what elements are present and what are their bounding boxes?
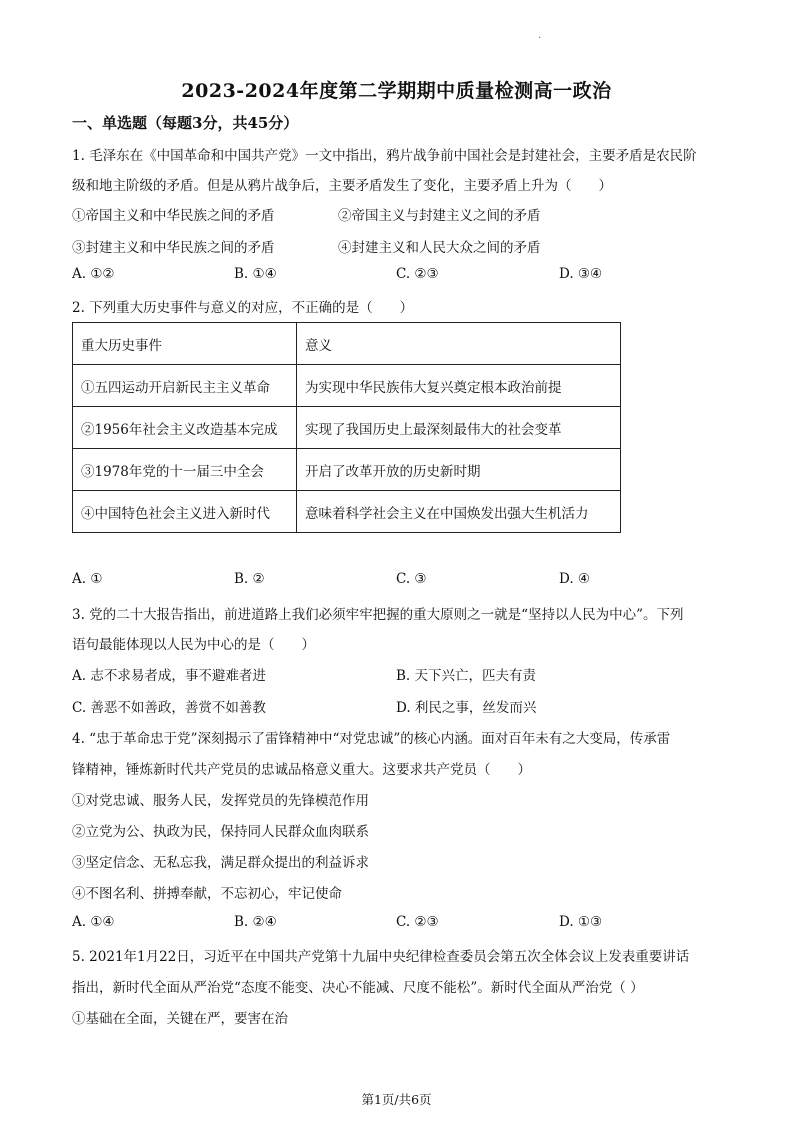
page-title: 2023-2024年度第二学期期中质量检测高一政治	[181, 80, 612, 102]
q4-item: ①对党忠诚、服务人民，发挥党员的先锋模范作用	[72, 793, 369, 809]
q4-stem-line-1: 4. “忠于革命忠于党”深刻揭示了雷锋精神中“对党忠诚”的核心内涵。面对百年未有之大变局，传承雷	[72, 731, 671, 747]
table-cell-meaning: 开启了改革开放的历史新时期	[297, 449, 621, 491]
table-cell-meaning: 意味着科学社会主义在中国焕发出强大生机活力	[297, 491, 621, 533]
table-row	[73, 407, 621, 449]
q2-option-c[interactable]: C. ③	[396, 571, 427, 587]
q4-option-a[interactable]: A. ①④	[72, 914, 115, 930]
corner-mark: .	[538, 30, 542, 41]
q2-option-d[interactable]: D. ④	[559, 571, 591, 587]
q1-option-a[interactable]: A. ①②	[72, 266, 115, 282]
q1-option-c[interactable]: C. ②③	[396, 266, 439, 282]
q2-option-b[interactable]: B. ②	[234, 571, 265, 587]
q1-stem-line-1: 1. 毛泽东在《中国革命和中国共产党》一文中指出，鸦片战争前中国社会是封建社会，主要矛盾是农民阶	[72, 148, 697, 164]
q1-item: ③封建主义和中华民族之间的矛盾	[72, 240, 275, 256]
q1-stem-line-2: 级和地主阶级的矛盾。但是从鸦片战争后，主要矛盾发生了变化，主要矛盾上升为（ ）	[72, 178, 612, 194]
table-cell-meaning: 实现了我国历史上最深刻最伟大的社会变革	[297, 407, 621, 449]
table-cell-meaning: 为实现中华民族伟大复兴奠定根本政治前提	[297, 365, 621, 407]
table-cell-event: ③1978年党的十一届三中全会	[73, 449, 297, 491]
q3-option-a[interactable]: A. 志不求易者成，事不避难者进	[72, 668, 266, 684]
table-row	[73, 365, 621, 407]
section-heading: 一、单选题（每题3分，共45分）	[72, 114, 299, 132]
q1-item: ④封建主义和人民大众之间的矛盾	[338, 240, 541, 256]
page-footer: 第1页/共6页	[361, 1092, 432, 1107]
table-cell-event: ②1956年社会主义改造基本完成	[73, 407, 297, 449]
table-header-row	[73, 323, 621, 365]
table-header-event: 重大历史事件	[73, 323, 297, 365]
q5-stem-line-1: 5. 2021年1月22日，习近平在中国共产党第十九届中央纪律检查委员会第五次全体会议上发表重要讲话	[72, 949, 690, 965]
table-header-meaning: 意义	[297, 323, 621, 365]
q4-option-d[interactable]: D. ①③	[559, 914, 603, 930]
q1-option-b[interactable]: B. ①④	[234, 266, 277, 282]
q4-item: ③坚定信念、无私忘我，满足群众提出的利益诉求	[72, 855, 369, 871]
q3-option-b[interactable]: B. 天下兴亡，匹夫有责	[396, 668, 537, 684]
q4-item: ②立党为公、执政为民，保持同人民群众血肉联系	[72, 824, 369, 840]
q3-option-c[interactable]: C. 善恶不如善政，善赏不如善教	[72, 700, 266, 716]
q1-item: ②帝国主义与封建主义之间的矛盾	[338, 208, 541, 224]
q3-stem-line-1: 3. 党的二十大报告指出，前进道路上我们必须牢牢把握的重大原则之一就是“坚持以人民为中心”。下列	[72, 607, 684, 623]
table-cell-event: ①五四运动开启新民主主义革命	[73, 365, 297, 407]
table-cell-event: ④中国特色社会主义进入新时代	[73, 491, 297, 533]
q1-option-d[interactable]: D. ③④	[559, 266, 603, 282]
q1-item: ①帝国主义和中华民族之间的矛盾	[72, 208, 275, 224]
q4-option-b[interactable]: B. ②④	[234, 914, 277, 930]
q5-item: ①基础在全面，关键在严，要害在治	[72, 1011, 288, 1027]
table-row	[73, 449, 621, 491]
q2-stem: 2. 下列重大历史事件与意义的对应，不正确的是（ ）	[72, 300, 414, 316]
events-table	[72, 322, 621, 533]
table-row	[73, 491, 621, 533]
q3-stem-line-2: 语句最能体现以人民为中心的是（ ）	[72, 637, 315, 653]
q4-option-c[interactable]: C. ②③	[396, 914, 439, 930]
q4-item: ④不图名利、拼搏奉献，不忘初心，牢记使命	[72, 886, 342, 902]
q2-option-a[interactable]: A. ①	[72, 571, 103, 587]
q4-stem-line-2: 锋精神，锤炼新时代共产党员的忠诚品格意义重大。这要求共产党员（ ）	[72, 762, 531, 778]
q3-option-d[interactable]: D. 利民之事，丝发而兴	[396, 700, 537, 716]
q5-stem-line-2: 指出，新时代全面从严治党“态度不能变、决心不能减、尺度不能松”。新时代全面从严治党（ ）	[72, 980, 644, 996]
